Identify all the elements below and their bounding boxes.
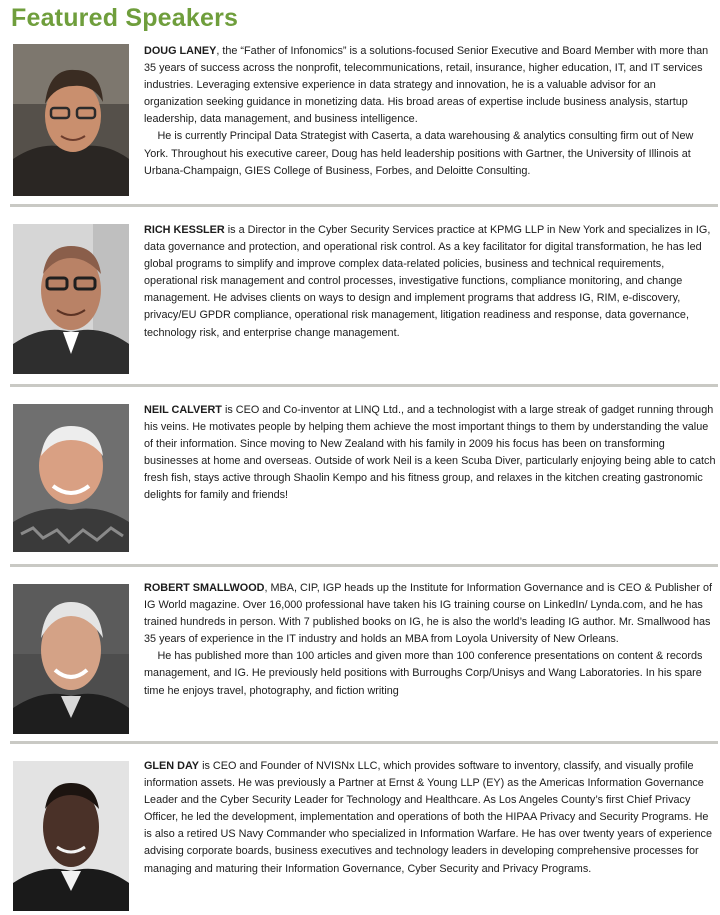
speaker-photo — [13, 44, 129, 196]
divider — [10, 204, 718, 207]
page-title: Featured Speakers — [11, 4, 239, 32]
speaker-photo — [13, 584, 129, 734]
speaker-name: NEIL CALVERT — [144, 404, 222, 416]
speaker-photo — [13, 761, 129, 911]
speaker-bio — [144, 758, 716, 878]
bio-text: is CEO and Founder of NVISNx LLC, which provides software to inventory, classify, and visually profile information assets. He was previously a Partner at Ernst & Young LLP (EY) as the Americas Information Governance Leader and the Cyber Security Leader for Technology and Healthcare. As Los Angeles County’s first Chief Privacy Officer, he led the development, implementation and operations of both the HIPAA Privacy and Security Programs. He is also a retired US Navy Commander who specialized in Information Warfare. He has over twenty years of experience advising corporate boards, business executives and technology leaders in developing comprehensive processes for managing and maturing their Information Governance, Cyber Security and Privacy Programs. — [144, 760, 713, 875]
speaker-rich-kessler — [10, 222, 718, 382]
speaker-name: DOUG LANEY — [144, 45, 217, 57]
speaker-glen-day — [10, 758, 718, 915]
speaker-name: ROBERT SMALLWOOD — [144, 582, 265, 594]
speaker-bio — [144, 43, 716, 180]
speaker-bio — [144, 402, 716, 505]
speaker-name: GLEN DAY — [144, 760, 200, 772]
bio-text: is CEO and Co-inventor at LINQ Ltd., and a technologist with a large streak of gadget running through his veins. He motivates people by helping them achieve the most important things to them by understanding the value of their information. Since moving to New Zealand with his family in 2009 his focus has been on transforming businesses at home and overseas. Outside of work Neil is a keen Scuba Diver, particularly enjoying being able to catch fresh fish, stays active through Shaolin Kempo and his fitness group, and relaxes in the kitchen creating gastronomic delights for family and friends! — [144, 404, 716, 502]
speaker-photo — [13, 224, 129, 374]
speaker-neil-calvert — [10, 402, 718, 562]
bio-text: He is currently Principal Data Strategist with Caserta, a data warehousing & analytics consulting firm out of New York. Throughout his executive career, Doug has held leadership positions with Gartner, the University of Illinois at Urbana-Champaign, GIES College of Business, Forbes, and Deloitte Consulting. — [144, 130, 694, 177]
bio-text: is a Director in the Cyber Security Services practice at KPMG LLP in New York and specializes in IG, data governance and protection, and operational risk control. As a key facilitator for digital transformation, he has led global programs to simplify and improve complex data-related policies, business and technical requirements, operational risk management and control processes, investigative functions, compliance monitoring, and change management. He advises clients on ways to design and implement programs that address IG, RIM, e-discovery, privacy/EU GPDR compliance, operational risk management, litigation readiness and response, data governance, technology risk, and enterprise change management. — [144, 224, 711, 339]
divider — [10, 741, 718, 744]
bio-text: , the “Father of Infonomics” is a solutions-focused Senior Executive and Board Member with more than 35 years of success across the nonprofit, telecommunications, retail, insurance, higher education, IT, and IT services industries. Leveraging extensive experience in data strategy and innovation, he is a valuable advisor for an organization seeking guidance in monetizing data. His broad areas of expertise include business analysis, startup leadership, data management, and business intelligence. — [144, 45, 709, 126]
bio-text: , MBA, CIP, IGP heads up the Institute for Information Governance and is CEO & Publisher of IG World magazine. Over 16,000 professional have taken his IG training course on LinkedIn/ Lynda.com, and he has trained hundreds in person. With 7 published books on IG, he is also the world’s leading IG author. Mr. Smallwood has 35 years of experience in the IT industry and holds an MBA from Loyola University of New Orleans. — [144, 582, 712, 646]
bio-text: He has published more than 100 articles and given more than 100 conference presentations on content & records management, and IG. He previously held positions with Burroughs Corp/Unisys and Wang Laboratories. In his spare time he enjoys travel, photography, and fiction writing — [144, 650, 703, 697]
speaker-photo — [13, 404, 129, 552]
speaker-bio — [144, 222, 716, 342]
speaker-bio — [144, 580, 716, 700]
divider — [10, 384, 718, 387]
speaker-name: RICH KESSLER — [144, 224, 225, 236]
speaker-robert-smallwood — [10, 580, 718, 740]
speaker-doug-laney — [10, 43, 718, 203]
divider — [10, 564, 718, 567]
